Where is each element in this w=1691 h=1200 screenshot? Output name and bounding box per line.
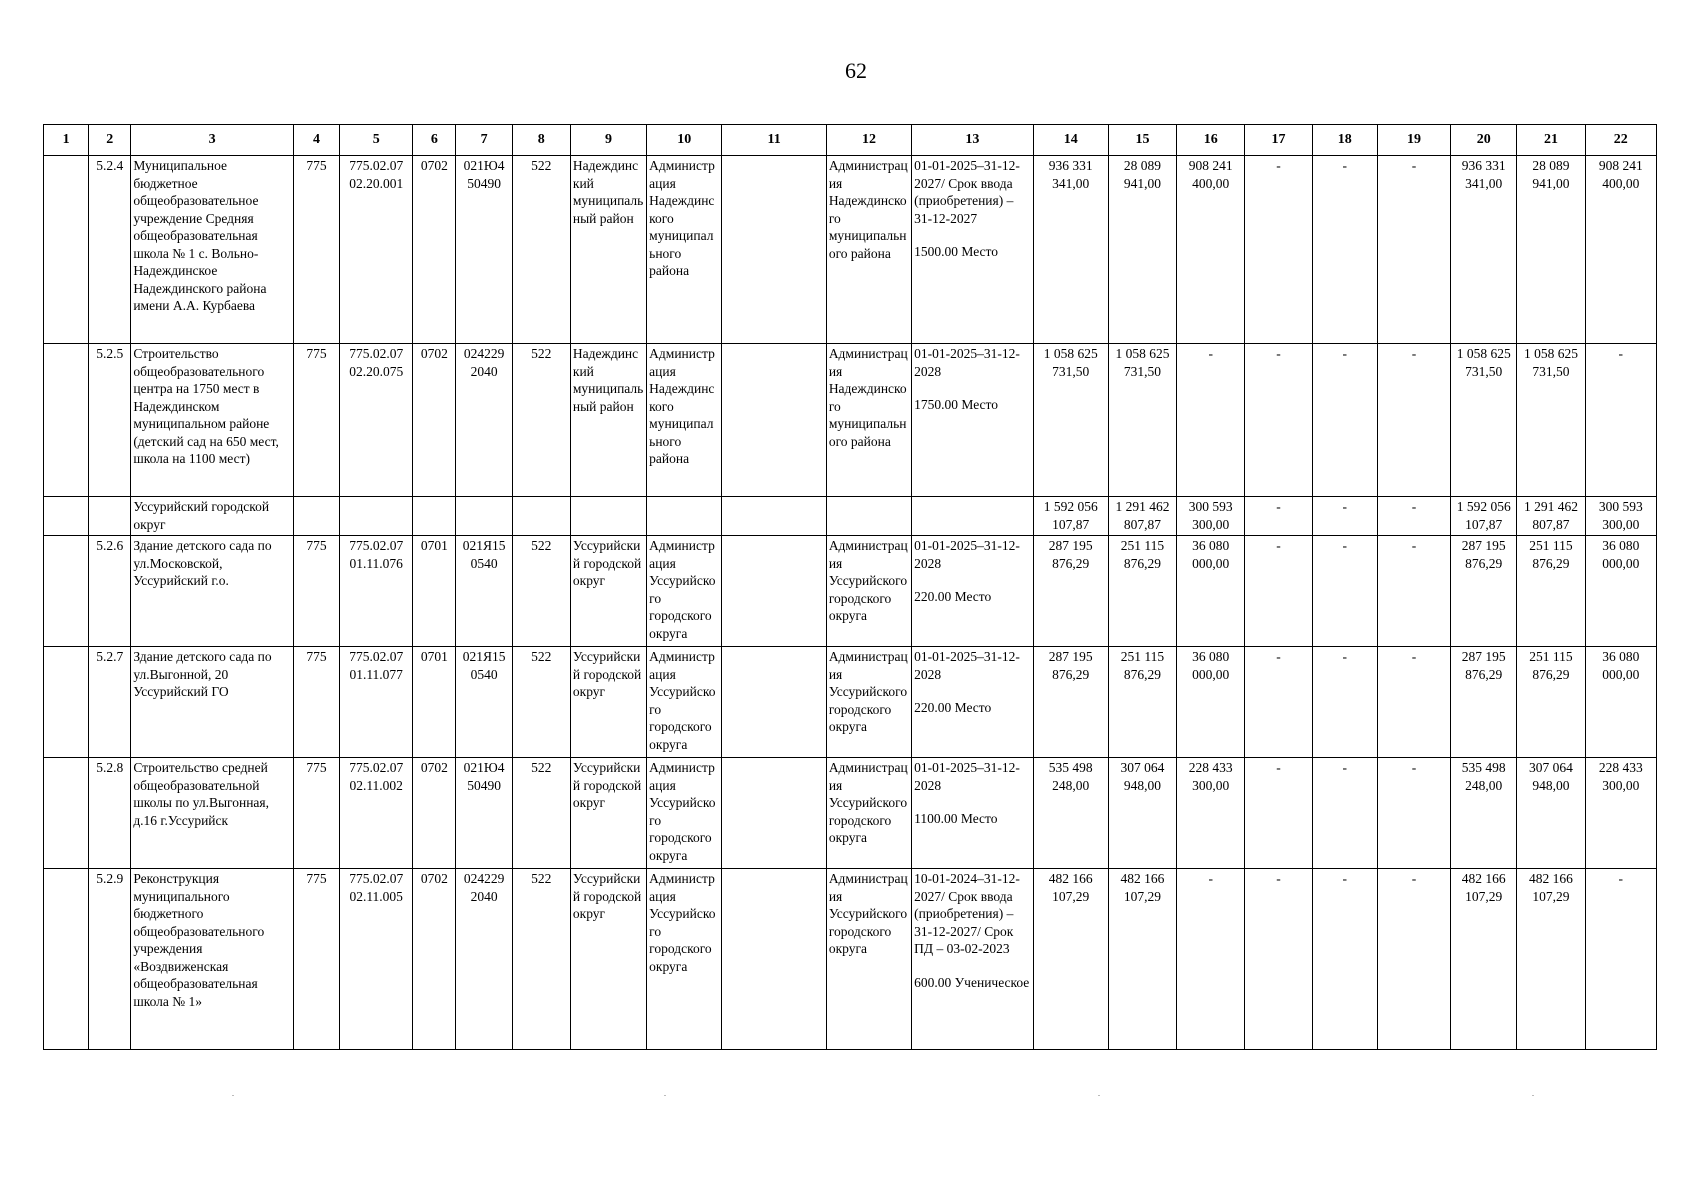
period-dates: 10-01-2024–31-12-2027/ Срок ввода (приобретения) – 31-12-2027/ Срок ПД – 03-02-2023 [914, 871, 1020, 957]
cell-municipality: Надеждинский муниципальный район [570, 344, 646, 497]
cell-col15: 251 115 876,29 [1108, 536, 1176, 647]
cell-municipality: Уссурийский городской округ [570, 536, 646, 647]
cell-col1 [44, 536, 89, 647]
scan-dot [664, 1095, 666, 1096]
capacity: 1750.00 Место [914, 397, 998, 413]
cell-col18: - [1312, 758, 1377, 869]
cell-item-number: 5.2.9 [89, 869, 131, 1050]
cell-col18: - [1312, 647, 1377, 758]
cell-administrator: Администрация Уссурийского городского округа [647, 647, 722, 758]
cell-col22: - [1585, 344, 1656, 497]
cell-col14: 287 195 876,29 [1033, 647, 1108, 758]
cell-col15: 482 166 107,29 [1108, 869, 1176, 1050]
cell-col15: 307 064 948,00 [1108, 758, 1176, 869]
cell-col11 [722, 536, 826, 647]
cell-col17: - [1245, 536, 1312, 647]
cell-col16: 300 593 300,00 [1177, 497, 1245, 536]
cell-col18: - [1312, 344, 1377, 497]
cell-col20: 287 195 876,29 [1451, 536, 1517, 647]
cell-customer: Администрация Надеждинского муниципального района [826, 156, 911, 344]
period-dates: 01-01-2025–31-12-2028 [914, 760, 1020, 793]
cell-col19: - [1377, 758, 1450, 869]
cell-customer: Администрация Уссурийского городского округа [826, 758, 911, 869]
cell-col11 [722, 758, 826, 869]
cell-col6: 0701 [413, 647, 456, 758]
cell-municipality: Уссурийский городской округ [570, 758, 646, 869]
header-cell: 8 [512, 125, 570, 156]
cell-administrator: Администрация Уссурийского городского округа [647, 536, 722, 647]
cell-col16: 908 241 400,00 [1177, 156, 1245, 344]
cell-item-number: 5.2.5 [89, 344, 131, 497]
cell-col19: - [1377, 869, 1450, 1050]
cell-col5: 775.02.07 01.11.076 [340, 536, 413, 647]
cell-administrator [647, 497, 722, 536]
cell-col20: 535 498 248,00 [1451, 758, 1517, 869]
cell-col7: 021Ю4 50490 [456, 156, 512, 344]
cell-col19: - [1377, 536, 1450, 647]
cell-col11 [722, 344, 826, 497]
scan-dot [1532, 1095, 1534, 1096]
cell-col15: 1 291 462 807,87 [1108, 497, 1176, 536]
cell-administrator: Администрация Надеждинского муниципального района [647, 156, 722, 344]
cell-object-name: Здание детского сада по ул.Московской, Уссурийский г.о. [131, 536, 294, 647]
cell-administrator: Администрация Уссурийского городского округа [647, 869, 722, 1050]
header-cell: 10 [647, 125, 722, 156]
cell-item-number: 5.2.4 [89, 156, 131, 344]
cell-object-name: Реконструкция муниципального бюджетного общеобразовательного учреждения «Воздвиженская общеобразовательная школа № 1» [131, 869, 294, 1050]
cell-municipality: Уссурийский городской округ [570, 869, 646, 1050]
cell-col15: 251 115 876,29 [1108, 647, 1176, 758]
cell-col5: 775.02.07 02.11.005 [340, 869, 413, 1050]
cell-col19: - [1377, 497, 1450, 536]
cell-col17: - [1245, 344, 1312, 497]
header-cell: 17 [1245, 125, 1312, 156]
cell-col8: 522 [512, 758, 570, 869]
cell-col4: 775 [293, 869, 339, 1050]
cell-period [912, 647, 1033, 758]
period-dates: 01-01-2025–31-12-2028 [914, 538, 1020, 571]
cell-col8 [512, 497, 570, 536]
cell-col21: 28 089 941,00 [1517, 156, 1585, 344]
cell-col21: 482 166 107,29 [1517, 869, 1585, 1050]
cell-col7: 024229 2040 [456, 869, 512, 1050]
cell-col21: 1 058 625 731,50 [1517, 344, 1585, 497]
cell-col4: 775 [293, 758, 339, 869]
cell-col15: 1 058 625 731,50 [1108, 344, 1176, 497]
cell-col22: 908 241 400,00 [1585, 156, 1656, 344]
capacity: 1100.00 Место [914, 811, 998, 827]
cell-item-number: 5.2.7 [89, 647, 131, 758]
cell-col20: 287 195 876,29 [1451, 647, 1517, 758]
cell-customer [826, 497, 911, 536]
capacity: 1500.00 Место [914, 244, 998, 260]
period-dates: 01-01-2025–31-12-2028 [914, 346, 1020, 379]
cell-item-number: 5.2.8 [89, 758, 131, 869]
cell-col16: - [1177, 869, 1245, 1050]
cell-period [912, 869, 1033, 1050]
cell-col21: 251 115 876,29 [1517, 536, 1585, 647]
cell-col22: - [1585, 869, 1656, 1050]
table-row [44, 156, 1657, 344]
cell-customer: Администрация Уссурийского городского округа [826, 869, 911, 1050]
header-cell: 13 [912, 125, 1033, 156]
cell-col19: - [1377, 156, 1450, 344]
cell-col19: - [1377, 647, 1450, 758]
cell-period [912, 758, 1033, 869]
cell-col18: - [1312, 536, 1377, 647]
cell-col14: 535 498 248,00 [1033, 758, 1108, 869]
cell-customer: Администрация Надеждинского муниципального района [826, 344, 911, 497]
table-row [44, 869, 1657, 1050]
cell-col5: 775.02.07 02.20.075 [340, 344, 413, 497]
header-cell: 16 [1177, 125, 1245, 156]
cell-col22: 36 080 000,00 [1585, 536, 1656, 647]
header-cell: 2 [89, 125, 131, 156]
capacity: 220.00 Место [914, 700, 992, 716]
cell-administrator: Администрация Надеждинского муниципального района [647, 344, 722, 497]
cell-col21: 251 115 876,29 [1517, 647, 1585, 758]
cell-col8: 522 [512, 344, 570, 497]
capacity: 600.00 Ученическое [914, 974, 1030, 990]
table-row [44, 758, 1657, 869]
header-cell: 15 [1108, 125, 1176, 156]
cell-col22: 228 433 300,00 [1585, 758, 1656, 869]
header-cell: 18 [1312, 125, 1377, 156]
budget-table [43, 124, 1657, 1050]
cell-col4: 775 [293, 536, 339, 647]
header-cell: 7 [456, 125, 512, 156]
header-cell: 1 [44, 125, 89, 156]
cell-col4: 775 [293, 647, 339, 758]
table-row [44, 344, 1657, 497]
cell-object-name: Строительство общеобразовательного центра на 1750 мест в Надеждинском муниципальном районе (детский сад на 650 мест, школа на 1100 мест) [131, 344, 294, 497]
header-cell: 5 [340, 125, 413, 156]
cell-col6: 0702 [413, 758, 456, 869]
header-cell: 14 [1033, 125, 1108, 156]
cell-col21: 307 064 948,00 [1517, 758, 1585, 869]
cell-col6: 0702 [413, 156, 456, 344]
cell-col11 [722, 156, 826, 344]
cell-col20: 1 592 056 107,87 [1451, 497, 1517, 536]
cell-period [912, 344, 1033, 497]
table-row [44, 536, 1657, 647]
cell-customer: Администрация Уссурийского городского округа [826, 647, 911, 758]
cell-col16: 228 433 300,00 [1177, 758, 1245, 869]
header-cell: 6 [413, 125, 456, 156]
period-dates: 01-01-2025–31-12-2027/ Срок ввода (приобретения) – 31-12-2027 [914, 158, 1020, 226]
cell-object-name: Строительство средней общеобразовательной школы по ул.Выгонная, д.16 г.Уссурийск [131, 758, 294, 869]
cell-col6: 0701 [413, 536, 456, 647]
cell-col1 [44, 344, 89, 497]
cell-col11 [722, 647, 826, 758]
cell-item-number: 5.2.6 [89, 536, 131, 647]
cell-object-name: Здание детского сада по ул.Выгонной, 20 Уссурийский ГО [131, 647, 294, 758]
cell-municipality [570, 497, 646, 536]
cell-col7: 024229 2040 [456, 344, 512, 497]
cell-period [912, 156, 1033, 344]
page-number: 62 [845, 58, 867, 83]
cell-customer: Администрация Уссурийского городского округа [826, 536, 911, 647]
cell-period [912, 536, 1033, 647]
header-cell: 9 [570, 125, 646, 156]
header-cell: 20 [1451, 125, 1517, 156]
cell-col7: 021Я15 0540 [456, 536, 512, 647]
cell-col14: 1 058 625 731,50 [1033, 344, 1108, 497]
cell-col6: 0702 [413, 869, 456, 1050]
cell-col8: 522 [512, 869, 570, 1050]
cell-col8: 522 [512, 156, 570, 344]
cell-col17: - [1245, 156, 1312, 344]
cell-col8: 522 [512, 647, 570, 758]
cell-col14: 1 592 056 107,87 [1033, 497, 1108, 536]
cell-col1 [44, 647, 89, 758]
header-cell: 4 [293, 125, 339, 156]
cell-col11 [722, 497, 826, 536]
cell-col5 [340, 497, 413, 536]
cell-col18: - [1312, 497, 1377, 536]
cell-col17: - [1245, 869, 1312, 1050]
cell-col1 [44, 869, 89, 1050]
cell-col7: 021Я15 0540 [456, 647, 512, 758]
cell-col5: 775.02.07 01.11.077 [340, 647, 413, 758]
cell-col11 [722, 869, 826, 1050]
cell-col20: 936 331 341,00 [1451, 156, 1517, 344]
cell-col6: 0702 [413, 344, 456, 497]
cell-col19: - [1377, 344, 1450, 497]
cell-item-number [89, 497, 131, 536]
cell-col5: 775.02.07 02.11.002 [340, 758, 413, 869]
cell-col14: 936 331 341,00 [1033, 156, 1108, 344]
header-cell: 19 [1377, 125, 1450, 156]
cell-col14: 482 166 107,29 [1033, 869, 1108, 1050]
cell-col18: - [1312, 156, 1377, 344]
cell-col20: 482 166 107,29 [1451, 869, 1517, 1050]
cell-col20: 1 058 625 731,50 [1451, 344, 1517, 497]
cell-col17: - [1245, 647, 1312, 758]
scan-dot [1098, 1095, 1100, 1096]
cell-col7: 021Ю4 50490 [456, 758, 512, 869]
cell-col4: 775 [293, 156, 339, 344]
cell-object-name: Муниципальное бюджетное общеобразовательное учреждение Средняя общеобразовательная школа № 1 с. Вольно-Надеждинское Надеждинского района имени А.А. Курбаева [131, 156, 294, 344]
cell-col16: 36 080 000,00 [1177, 647, 1245, 758]
cell-administrator: Администрация Уссурийского городского округа [647, 758, 722, 869]
cell-col1 [44, 156, 89, 344]
cell-col16: - [1177, 344, 1245, 497]
cell-col1 [44, 758, 89, 869]
cell-object-name: Уссурийский городской округ [131, 497, 294, 536]
cell-col17: - [1245, 758, 1312, 869]
cell-col4: 775 [293, 344, 339, 497]
cell-col21: 1 291 462 807,87 [1517, 497, 1585, 536]
period-dates: 01-01-2025–31-12-2028 [914, 649, 1020, 682]
header-cell: 11 [722, 125, 826, 156]
header-cell: 12 [826, 125, 911, 156]
cell-col7 [456, 497, 512, 536]
cell-col16: 36 080 000,00 [1177, 536, 1245, 647]
header-row [44, 125, 1657, 156]
table-row [44, 647, 1657, 758]
cell-col14: 287 195 876,29 [1033, 536, 1108, 647]
cell-col8: 522 [512, 536, 570, 647]
cell-col18: - [1312, 869, 1377, 1050]
cell-col6 [413, 497, 456, 536]
scan-dot [232, 1095, 234, 1096]
capacity: 220.00 Место [914, 589, 992, 605]
header-cell: 21 [1517, 125, 1585, 156]
header-cell: 3 [131, 125, 294, 156]
cell-col5: 775.02.07 02.20.001 [340, 156, 413, 344]
cell-col1 [44, 497, 89, 536]
cell-col4 [293, 497, 339, 536]
subtotal-row [44, 497, 1657, 536]
header-cell: 22 [1585, 125, 1656, 156]
cell-col22: 300 593 300,00 [1585, 497, 1656, 536]
cell-municipality: Уссурийский городской округ [570, 647, 646, 758]
cell-col22: 36 080 000,00 [1585, 647, 1656, 758]
cell-col15: 28 089 941,00 [1108, 156, 1176, 344]
cell-col17: - [1245, 497, 1312, 536]
cell-municipality: Надеждинский муниципальный район [570, 156, 646, 344]
cell-period [912, 497, 1033, 536]
